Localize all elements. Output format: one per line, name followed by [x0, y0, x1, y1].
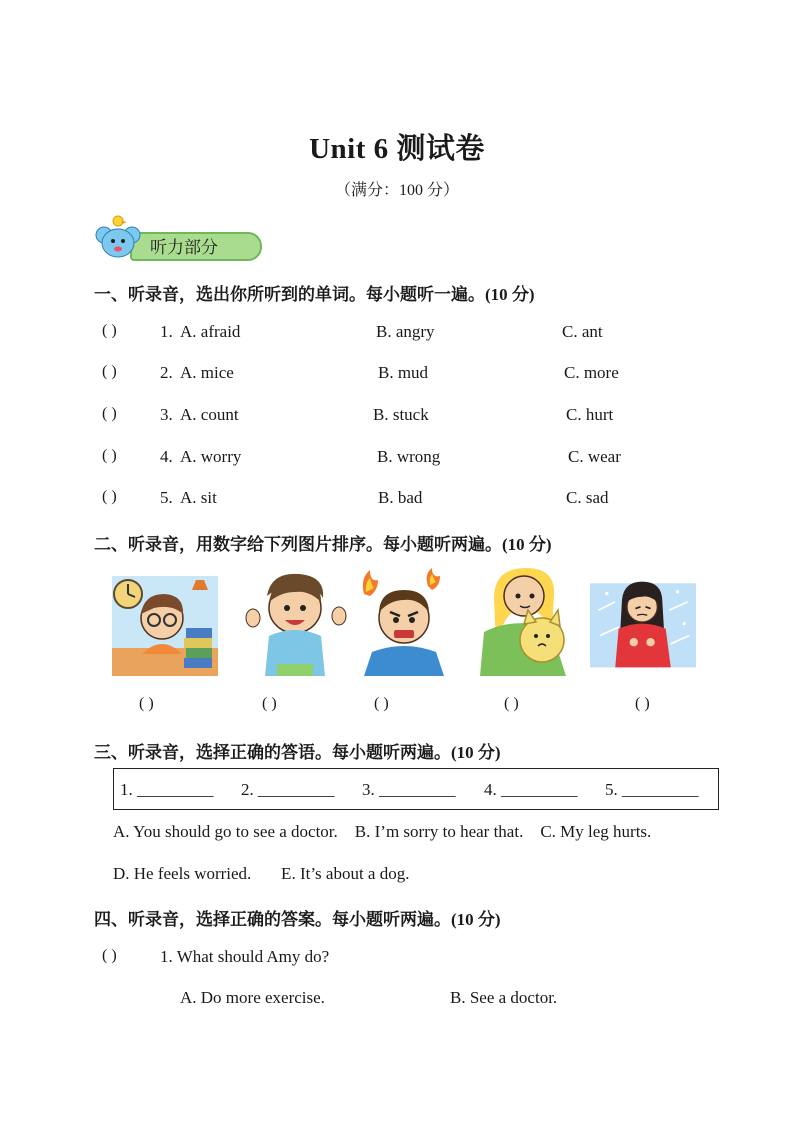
angry-boy-icon: [352, 568, 458, 676]
picture4-answer-paren[interactable]: ( ): [504, 695, 519, 712]
answer-paren[interactable]: ( ): [102, 363, 117, 380]
mascot-icon: [94, 213, 144, 263]
section3-heading: 三、听录音，选择正确的答语。每小题听两遍。(10 分): [94, 743, 501, 762]
cold-girl-icon: [590, 568, 696, 676]
q4-option-b: B. wrong: [377, 447, 441, 466]
answer-paren[interactable]: ( ): [102, 405, 117, 422]
blank-5[interactable]: 5. _________: [605, 780, 699, 799]
question-text: 1. What should Amy do?: [160, 947, 330, 966]
answer-paren[interactable]: ( ): [102, 947, 117, 964]
section2-heading: 二、听录音，用数字给下列图片排序。每小题听两遍。(10 分): [94, 535, 552, 554]
q3-option-c: C. hurt: [566, 405, 614, 424]
q5-option-c: C. sad: [566, 488, 609, 507]
picture1-answer-paren[interactable]: ( ): [139, 695, 154, 712]
blank-1[interactable]: 1. _________: [120, 780, 214, 799]
q3-option-b: B. stuck: [373, 405, 429, 424]
score-note: （满分：100 分）: [334, 182, 459, 199]
q5-number: 5.: [160, 488, 173, 507]
options-line-2: D. He feels worried. E. It’s about a dog.: [113, 864, 410, 883]
picture2-answer-paren[interactable]: ( ): [262, 695, 277, 712]
happy-boy-icon: [243, 568, 349, 676]
q1-number: 1.: [160, 322, 173, 341]
q2-number: 2.: [160, 363, 173, 382]
answer-paren[interactable]: ( ): [102, 447, 117, 464]
q2-option-a: A. mice: [180, 363, 234, 382]
q3-option-a: A. count: [180, 405, 239, 424]
page-title: Unit 6 测试卷: [309, 133, 485, 165]
blank-4[interactable]: 4. _________: [484, 780, 578, 799]
q4-option-c: C. wear: [568, 447, 621, 466]
badge-label: 听力部分: [150, 238, 218, 258]
q1-option-a: A. afraid: [180, 322, 241, 341]
q4-number: 4.: [160, 447, 173, 466]
q2-option-c: C. more: [564, 363, 619, 382]
blank-2[interactable]: 2. _________: [241, 780, 335, 799]
option-a: A. Do more exercise.: [180, 988, 325, 1007]
q2-option-b: B. mud: [378, 363, 429, 382]
listening-section-badge: [94, 213, 270, 263]
answer-paren[interactable]: ( ): [102, 488, 117, 505]
picture5-answer-paren[interactable]: ( ): [635, 695, 650, 712]
option-b: B. See a doctor.: [450, 988, 558, 1007]
q1-option-b: B. angry: [376, 322, 435, 341]
q1-option-c: C. ant: [562, 322, 603, 341]
section1-heading: 一、听录音，选出你所听到的单词。每小题听一遍。(10 分): [94, 285, 535, 304]
student-reading-icon: [112, 568, 218, 676]
q5-option-b: B. bad: [378, 488, 423, 507]
answer-paren[interactable]: ( ): [102, 322, 117, 339]
q3-number: 3.: [160, 405, 173, 424]
girl-with-cat-icon: [480, 568, 586, 676]
options-line-1: A. You should go to see a doctor. B. I’m sorry to hear that. C. My leg hurts.: [113, 822, 652, 841]
q5-option-a: A. sit: [180, 488, 217, 507]
picture3-answer-paren[interactable]: ( ): [374, 695, 389, 712]
blank-3[interactable]: 3. _________: [362, 780, 456, 799]
q4-option-a: A. worry: [180, 447, 242, 466]
section4-heading: 四、听录音，选择正确的答案。每小题听两遍。(10 分): [94, 910, 501, 929]
